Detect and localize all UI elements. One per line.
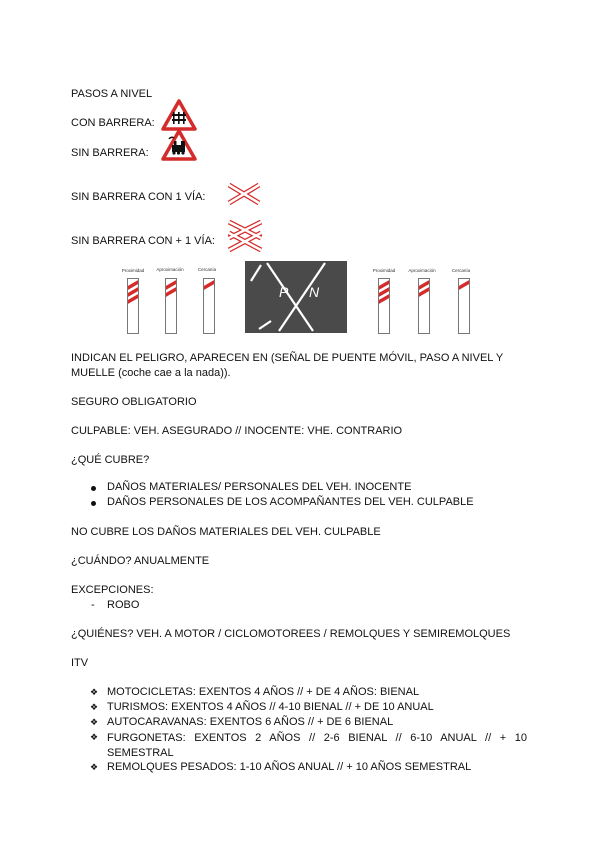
list-item: DAÑOS MATERIALES/ PERSONALES DEL VEH. INOCENTE — [107, 481, 412, 493]
que-cubre-heading: ¿QUÉ CUBRE? — [71, 454, 150, 466]
list-item: TURISMOS: EXENTOS 4 AÑOS // 4-10 BIENAL // + DE 10 ANUAL — [107, 701, 434, 713]
diamond-bullet-icon: ❖ — [90, 732, 99, 742]
post-two-stripes — [165, 278, 177, 334]
pn-road-marking-image — [245, 261, 347, 333]
quienes-line: ¿QUIÉNES? VEH. A MOTOR / CICLOMOTOREES / REMOLQUES Y SEMIREMOLQUES — [71, 628, 511, 640]
indican-paragraph: INDICAN EL PELIGRO, APARECEN EN (SEÑAL DE PUENTE MÓVIL, PASO A NIVEL Y MUELLE (coche cae a la nada)). — [71, 352, 503, 379]
post-two-stripes — [418, 278, 430, 334]
cuando-line: ¿CUÁNDO? ANUALMENTE — [71, 555, 210, 567]
itv-heading: ITV — [71, 657, 89, 669]
sin-barrera-plus-via-label: SIN BARRERA CON + 1 VÍA: — [71, 235, 215, 247]
sign-letter: P — [279, 284, 289, 300]
post-label: Cercanía — [197, 267, 217, 272]
bullet-dot — [91, 486, 96, 491]
post-three-stripes — [127, 278, 139, 334]
post-label: Proximidad — [121, 268, 145, 273]
list-item: ROBO — [107, 599, 140, 611]
post-label: Proximidad — [372, 268, 396, 273]
post-three-stripes — [378, 278, 390, 334]
list-item: REMOLQUES PESADOS: 1-10 AÑOS ANUAL // + 10 AÑOS SEMESTRAL — [107, 761, 472, 773]
excepciones-heading: EXCEPCIONES: — [71, 584, 154, 596]
sin-barrera-label: SIN BARRERA: — [71, 147, 149, 159]
single-cross-sign-icon — [226, 182, 262, 206]
sign-letter: N — [309, 284, 320, 300]
train-crossing-sign-icon — [161, 129, 197, 161]
post-one-stripe — [203, 278, 215, 334]
diamond-bullet-icon: ❖ — [90, 717, 99, 727]
no-cubre-line: NO CUBRE LOS DAÑOS MATERIALES DEL VEH. CULPABLE — [71, 526, 381, 538]
list-item: DAÑOS PERSONALES DE LOS ACOMPAÑANTES DEL VEH. CULPABLE — [107, 496, 474, 508]
bullet-dot — [91, 501, 96, 506]
seguro-heading: SEGURO OBLIGATORIO — [71, 396, 197, 408]
list-item: AUTOCARAVANAS: EXENTOS 6 AÑOS // + DE 6 BIENAL — [107, 716, 394, 728]
diamond-bullet-icon: ❖ — [90, 687, 99, 697]
post-one-stripe — [458, 278, 470, 334]
sin-barrera-1-via-label: SIN BARRERA CON 1 VÍA: — [71, 191, 206, 203]
barrier-crossing-sign-icon — [161, 99, 197, 131]
con-barrera-label: CON BARRERA: — [71, 117, 155, 129]
list-item: MOTOCICLETAS: EXENTOS 4 AÑOS // + DE 4 AÑOS: BIENAL — [107, 686, 420, 698]
diamond-bullet-icon: ❖ — [90, 762, 99, 772]
culpable-line: CULPABLE: VEH. ASEGURADO // INOCENTE: VHE. CONTRARIO — [71, 425, 403, 437]
double-cross-sign-icon — [226, 220, 264, 252]
post-label: Aproximación — [408, 268, 436, 273]
diamond-bullet-icon: ❖ — [90, 702, 99, 712]
dash-bullet: - — [91, 599, 95, 611]
section-title: PASOS A NIVEL — [71, 88, 153, 100]
list-item: FURGONETAS: EXENTOS 2 AÑOS // 2-6 BIENAL // 6-10 ANUAL // + 10 SEMESTRAL — [107, 732, 527, 759]
post-label: Cercanía — [451, 268, 471, 273]
post-label: Aproximación — [156, 267, 184, 272]
